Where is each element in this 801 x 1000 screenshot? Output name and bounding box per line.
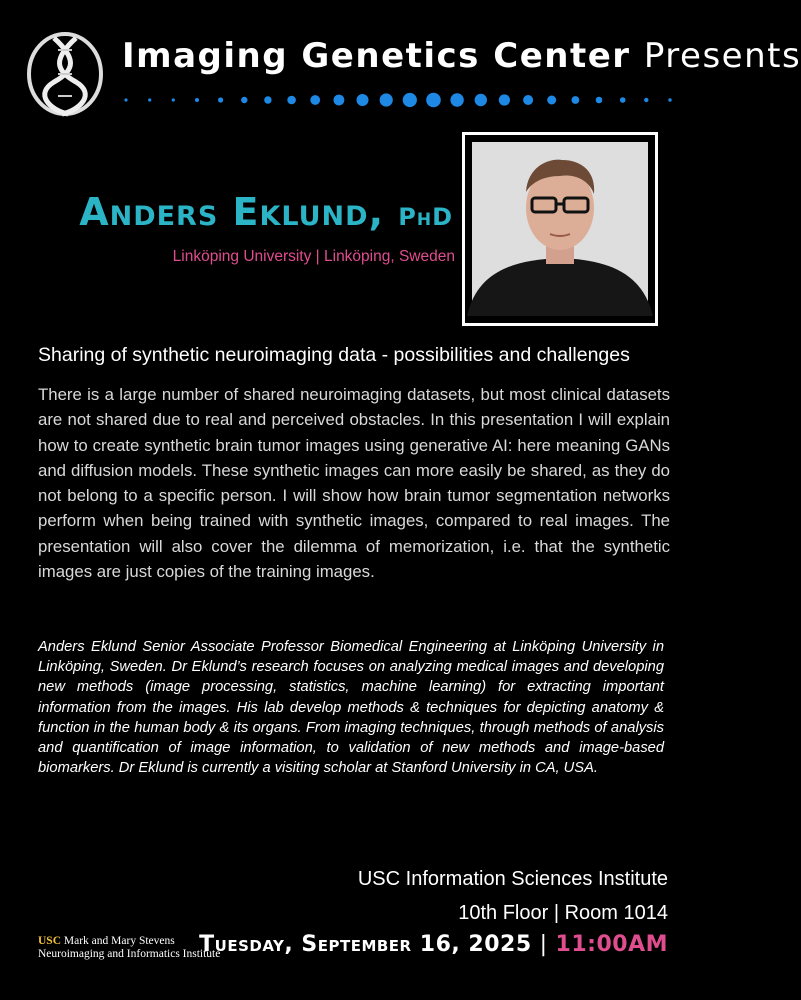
divider-dot — [287, 96, 296, 105]
divider-dot — [572, 96, 580, 104]
event-time: 11:00AM — [555, 932, 668, 957]
speaker-photo-frame — [462, 132, 658, 326]
divider-dot — [264, 96, 271, 103]
divider-dot — [195, 98, 199, 102]
divider-dot — [172, 98, 175, 101]
usc-wordmark: USC — [38, 935, 62, 947]
header-title — [122, 36, 801, 76]
divider-dot — [499, 94, 510, 105]
header-presents: Presents — [643, 36, 801, 76]
divider-dot — [596, 97, 603, 104]
speaker-name-text: Anders Eklund, — [79, 190, 385, 234]
divider-dot — [547, 96, 556, 105]
speaker-bio: Anders Eklund Senior Associate Professor Biomedical Engineering at Linköping University in Linköping, Sweden. Dr Eklund’s research focuses on analyzing medical images and developing new methods (image processing, statistics, machine learning) for extracting important information from the images. His lab develop methods & techniques for depicting anatomy & function in the human body & its organs. From imaging techniques, through methods of analysis and quantification of image information, to validation of new methods and image-based biomarkers. Dr Eklund is currently a visiting scholar at Stanford University in CA, USA. — [38, 639, 664, 777]
institute-line-2: Neuroimaging and Informatics Institute — [38, 948, 221, 960]
divider-dot — [450, 93, 463, 106]
event-separator: | — [539, 932, 548, 957]
event-datetime — [199, 932, 668, 957]
speaker-degree: PhD — [398, 203, 453, 231]
divider-dot — [403, 93, 417, 107]
speaker-affiliation: Linköping University | Linköping, Sweden — [172, 248, 455, 265]
divider-dot — [124, 98, 127, 101]
divider-dot — [218, 97, 223, 102]
header-title-main: Imaging Genetics Center — [122, 36, 631, 76]
venue-room: 10th Floor | Room 1014 — [458, 902, 668, 924]
institute-logo — [38, 935, 238, 961]
divider-dot — [620, 97, 626, 103]
dot-divider — [118, 88, 678, 112]
divider-dot — [310, 95, 320, 105]
divider-dot — [380, 93, 393, 106]
venue-name: USC Information Sciences Institute — [357, 868, 668, 890]
divider-dot — [668, 98, 671, 101]
talk-abstract: There is a large number of shared neuroimaging datasets, but most clinical datasets are not shared due to real and perceived obstacles. In this presentation I will explain how to create synthetic brain tumor images using generative AI: here meaning GANs and diffusion models. These synthetic images can more easily be shared, as they do not belong to a specific person. I will show how brain tumor segmentation networks perform when being trained with synthetic images, compared to real images. The presentation will also cover the dilemma of memorization, i.e. that the synthetic images are just copies of the training images. — [38, 385, 670, 582]
divider-dot — [523, 95, 533, 105]
speaker-portrait — [472, 142, 648, 316]
divider-dot — [241, 97, 247, 103]
talk-title: Sharing of synthetic neuroimaging data - possibilities and challenges — [38, 344, 630, 366]
divider-dot — [357, 94, 369, 106]
event-date: Tuesday, September 16, 2025 — [199, 932, 532, 957]
divider-dot — [475, 94, 487, 106]
divider-dot — [334, 95, 345, 106]
divider-dot — [426, 93, 441, 108]
dna-helix-logo-icon — [24, 30, 106, 118]
divider-dot — [148, 98, 151, 101]
speaker-photo — [472, 142, 648, 316]
divider-dot — [644, 98, 648, 102]
institute-line-1: Mark and Mary Stevens — [63, 935, 175, 947]
speaker-name — [68, 190, 453, 234]
